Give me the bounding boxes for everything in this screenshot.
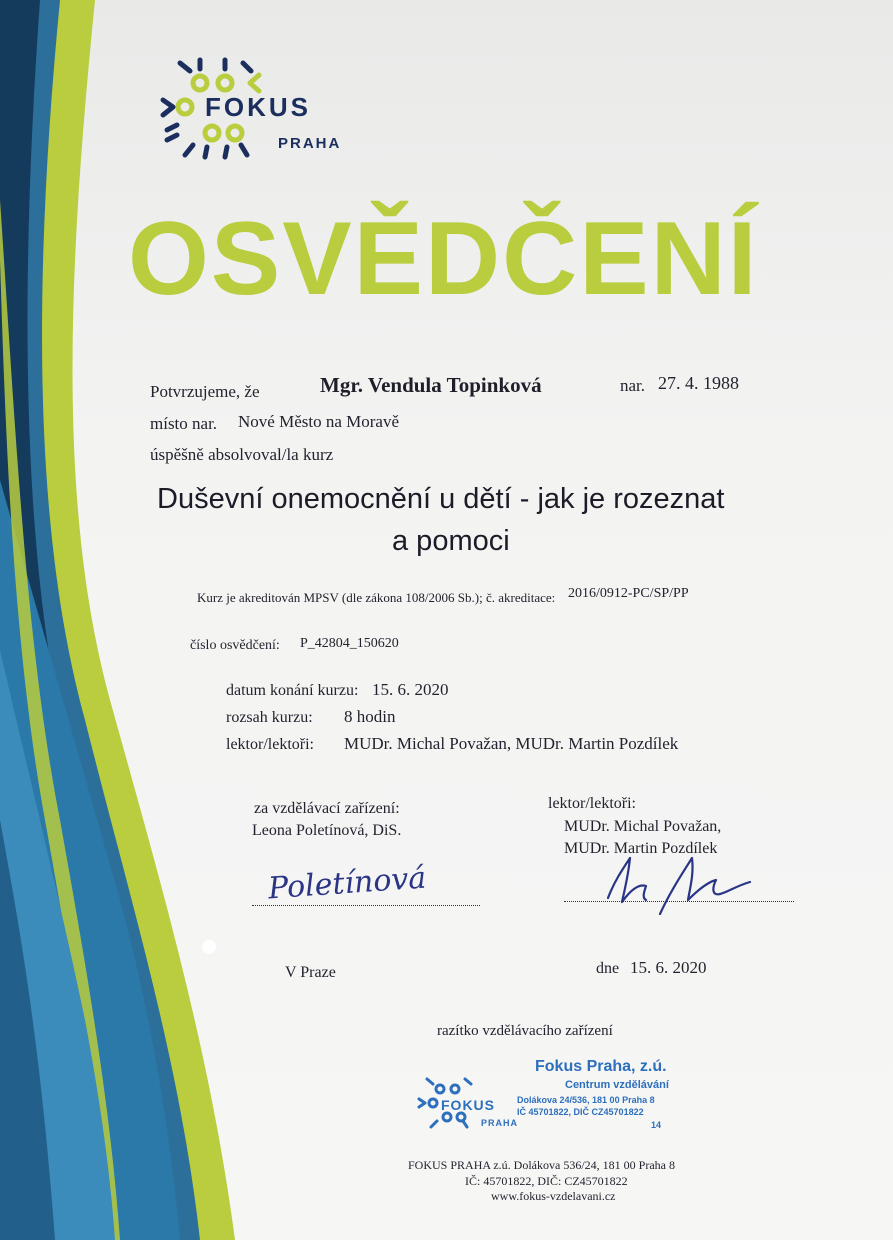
- accreditation-number: 2016/0912-PC/SP/PP: [568, 586, 689, 601]
- date-line-value: 15. 6. 2020: [630, 958, 707, 977]
- stamp-label: razítko vzdělávacího zařízení: [437, 1023, 613, 1039]
- lecturer-handwritten-signature: [600, 852, 770, 922]
- certificate-title: OSVĚDČENÍ: [128, 201, 759, 317]
- institution-signer-label: za vzdělávací zařízení:: [254, 800, 400, 817]
- institution-signer-name: Leona Poletínová, DiS.: [252, 822, 402, 839]
- stamp-address: Dolákova 24/536, 181 00 Praha 8: [517, 1095, 655, 1105]
- completed-label: úspěšně absolvoval/la kurz: [150, 445, 334, 464]
- certificate-number-label: číslo osvědčení:: [190, 638, 280, 653]
- institution-signature-line: [252, 905, 480, 906]
- footer-ids: IČ: 45701822, DIČ: CZ45701822: [465, 1174, 628, 1188]
- birthplace-value: Nové Město na Moravě: [238, 412, 399, 431]
- place-value: V Praze: [285, 964, 336, 981]
- stamp-logo-city: PRAHA: [481, 1118, 519, 1128]
- lecturer-signer-name2: MUDr. Martin Pozdílek: [564, 840, 718, 857]
- stamp-number: 14: [651, 1120, 662, 1130]
- lecturer-signature-line: [564, 901, 794, 902]
- course-scope-value: 8 hodin: [344, 707, 396, 726]
- institution-handwritten-signature: Poletínová: [266, 860, 428, 907]
- course-title-line2: a pomoci: [392, 525, 510, 557]
- footer-address: FOKUS PRAHA z.ú. Dolákova 536/24, 181 00 Praha 8: [408, 1158, 675, 1172]
- lecturer-signer-name1: MUDr. Michal Považan,: [564, 818, 722, 835]
- lecturer-signer-label: lektor/lektoři:: [548, 795, 636, 812]
- stamp-logo-name: FOKUS: [441, 1097, 495, 1113]
- lecturers-value: MUDr. Michal Považan, MUDr. Martin Pozdílek: [344, 734, 679, 753]
- logo-city: PRAHA: [278, 135, 342, 152]
- footer-website: www.fokus-vzdelavani.cz: [491, 1189, 616, 1203]
- official-stamp: [415, 1055, 675, 1135]
- logo-name: FOKUS: [205, 92, 311, 122]
- course-title-line1: Duševní onemocnění u dětí - jak je rozeznat: [157, 483, 725, 515]
- white-dot-marker: [202, 940, 216, 954]
- course-date-value: 15. 6. 2020: [372, 680, 449, 699]
- certificate-number: P_42804_150620: [300, 636, 399, 651]
- birthplace-label: místo nar.: [150, 414, 218, 433]
- stamp-dept: Centrum vzdělávání: [565, 1079, 669, 1091]
- stamp-org: Fokus Praha, z.ú.: [535, 1058, 667, 1075]
- lecturers-label: lektor/lektoři:: [226, 736, 314, 753]
- date-line-label: dne: [596, 960, 620, 977]
- stamp-ids: IČ 45701822, DIČ CZ45701822: [517, 1107, 644, 1117]
- person-name: Mgr. Vendula Topinková: [320, 373, 542, 397]
- accreditation-text: Kurz je akreditován MPSV (dle zákona 108/2006 Sb.); č. akreditace:: [197, 590, 556, 605]
- born-date: 27. 4. 1988: [658, 373, 739, 393]
- course-date-label: datum konání kurzu:: [226, 682, 359, 699]
- born-label: nar.: [620, 376, 646, 395]
- course-scope-label: rozsah kurzu:: [226, 709, 313, 726]
- confirm-label: Potvrzujeme, že: [150, 382, 260, 401]
